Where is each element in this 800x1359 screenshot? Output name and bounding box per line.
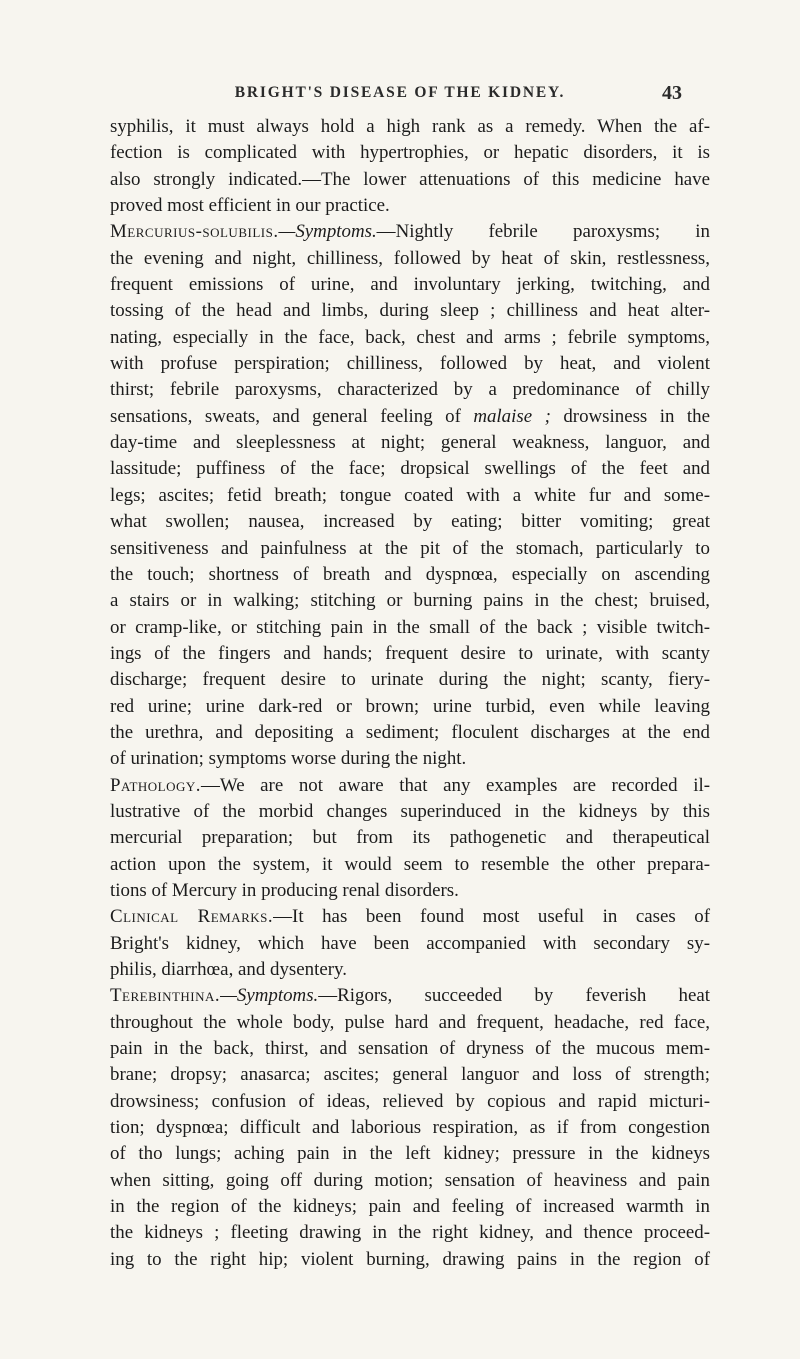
text-line (110, 456, 710, 482)
text-line (110, 140, 710, 166)
line-text: what swollen; nausea, increased by eating; bitter vomiting; great (110, 511, 710, 533)
running-title: BRIGHT'S DISEASE OF THE KIDNEY. (234, 84, 566, 101)
text-line (110, 588, 710, 614)
line-text: of urination; symptoms worse during the night. (110, 748, 467, 770)
text-line (110, 931, 710, 957)
italic-term: malaise ; (473, 405, 551, 427)
text-line (110, 325, 710, 351)
line-text: red urine; urine dark-red or brown; urine turbid, even while leaving (110, 695, 710, 717)
line-text: proved most efficient in our practice. (110, 195, 390, 217)
text-line (110, 1220, 710, 1246)
line-text: a stairs or in walking; stitching or burning pains in the chest; bruised, (110, 590, 710, 612)
line-text: tion; dyspnœa; difficult and laborious respiration, as if from congestion (110, 1117, 710, 1139)
text-line (110, 799, 710, 825)
text-line (110, 1062, 710, 1088)
text-line (110, 246, 710, 272)
text-line (110, 878, 710, 904)
line-text: ing to the right hip; violent burning, drawing pains in the region of (110, 1248, 710, 1270)
running-head (0, 84, 800, 106)
line-text: discharge; frequent desire to urinate during the night; scanty, fiery- (110, 669, 710, 691)
text-line (110, 1036, 710, 1062)
line-text: legs; ascites; fetid breath; tongue coated with a white fur and some- (110, 484, 710, 506)
line-text: —Nightly febrile paroxysms; in (376, 221, 710, 243)
text-line (110, 219, 710, 245)
body-text (110, 114, 710, 1273)
line-text: sensations, sweats, and general feeling of (110, 405, 474, 427)
line-text: day-time and sleeplessness at night; general weakness, languor, and (110, 432, 710, 454)
text-line (110, 1194, 710, 1220)
italic-subheading: —Symptoms. (220, 985, 319, 1007)
italic-subheading: —Symptoms. (278, 221, 377, 243)
text-line (110, 1141, 710, 1167)
text-line (110, 773, 710, 799)
page-number: 43 (662, 82, 682, 104)
text-line (110, 377, 710, 403)
line-text: of tho lungs; aching pain in the left kidney; pressure in the kidneys (110, 1143, 710, 1165)
line-text: Bright's kidney, which have been accompanied with secondary sy- (110, 932, 710, 954)
text-line (110, 667, 710, 693)
line-text: lassitude; puffiness of the face; dropsical swellings of the feet and (110, 458, 710, 480)
line-text: —We are not aware that any examples are recorded il- (201, 774, 710, 796)
line-text: throughout the whole body, pulse hard and frequent, headache, red face, (110, 1011, 710, 1033)
line-text: fection is complicated with hypertrophies, or hepatic disorders, it is (110, 142, 710, 164)
line-text: thirst; febrile paroxysms, characterized by a predominance of chilly (110, 379, 710, 401)
line-text: —Rigors, succeeded by feverish heat (318, 985, 710, 1007)
line-text-continued: drowsiness in the (550, 405, 710, 427)
text-line (110, 114, 710, 140)
section-heading: Mercurius-solubilis. (110, 221, 279, 243)
line-text: the evening and night, chilliness, followed by heat of skin, restlessness, (110, 247, 710, 269)
line-text: tions of Mercury in producing renal disorders. (110, 879, 459, 901)
line-text: frequent emissions of urine, and involuntary jerking, twitching, and (110, 274, 710, 296)
text-line (110, 483, 710, 509)
text-line (110, 404, 710, 430)
text-line (110, 272, 710, 298)
text-line (110, 430, 710, 456)
text-line (110, 351, 710, 377)
text-line (110, 720, 710, 746)
text-line (110, 615, 710, 641)
text-line (110, 509, 710, 535)
line-text: or cramp-like, or stitching pain in the small of the back ; visible twitch- (110, 616, 710, 638)
line-text: with profuse perspiration; chilliness, followed by heat, and violent (110, 353, 710, 375)
line-text: philis, diarrhœa, and dysentery. (110, 959, 347, 980)
line-text: ings of the fingers and hands; frequent desire to urinate, with scanty (110, 642, 710, 664)
text-line (110, 562, 710, 588)
text-line (110, 298, 710, 324)
section-heading: Pathology. (110, 774, 201, 796)
text-line (110, 1168, 710, 1194)
line-text: —It has been found most useful in cases of (273, 906, 710, 928)
line-text: in the region of the kidneys; pain and feeling of increased warmth in (110, 1196, 710, 1218)
line-text: the kidneys ; fleeting drawing in the right kidney, and thence proceed- (110, 1222, 710, 1244)
text-line (110, 1010, 710, 1036)
line-text: sensitiveness and painfulness at the pit of the stomach, particularly to (110, 537, 710, 559)
text-line (110, 957, 710, 983)
section-heading: Terebinthina. (110, 985, 221, 1007)
text-line (110, 1089, 710, 1115)
text-line (110, 694, 710, 720)
line-text: nating, especially in the face, back, chest and arms ; febrile symptoms, (110, 326, 710, 348)
text-line (110, 193, 710, 219)
line-text: the touch; shortness of breath and dyspnœa, especially on ascending (110, 563, 710, 585)
text-line (110, 1247, 710, 1273)
text-line (110, 904, 710, 930)
line-text: mercurial preparation; but from its pathogenetic and therapeutical (110, 827, 710, 849)
line-text: also strongly indicated.—The lower attenuations of this medicine have (110, 168, 710, 190)
text-line (110, 1115, 710, 1141)
text-line (110, 641, 710, 667)
text-line (110, 746, 710, 772)
line-text: brane; dropsy; anasarca; ascites; general languor and loss of strength; (110, 1064, 710, 1086)
line-text: pain in the back, thirst, and sensation of dryness of the mucous mem- (110, 1038, 710, 1060)
line-text: action upon the system, it would seem to resemble the other prepara- (110, 853, 710, 875)
text-line (110, 983, 710, 1009)
line-text: syphilis, it must always hold a high rank as a remedy. When the af- (110, 116, 710, 137)
section-heading: Clinical Remarks. (110, 906, 274, 928)
line-text: tossing of the head and limbs, during sleep ; chilliness and heat alter- (110, 300, 710, 322)
text-line (110, 852, 710, 878)
text-line (110, 167, 710, 193)
text-line (110, 825, 710, 851)
line-text: lustrative of the morbid changes superinduced in the kidneys by this (110, 800, 710, 822)
line-text: when sitting, going off during motion; sensation of heaviness and pain (110, 1169, 710, 1191)
line-text: the urethra, and depositing a sediment; floculent discharges at the end (110, 721, 710, 743)
text-line (110, 536, 710, 562)
line-text: drowsiness; confusion of ideas, relieved by copious and rapid micturi- (110, 1090, 710, 1112)
